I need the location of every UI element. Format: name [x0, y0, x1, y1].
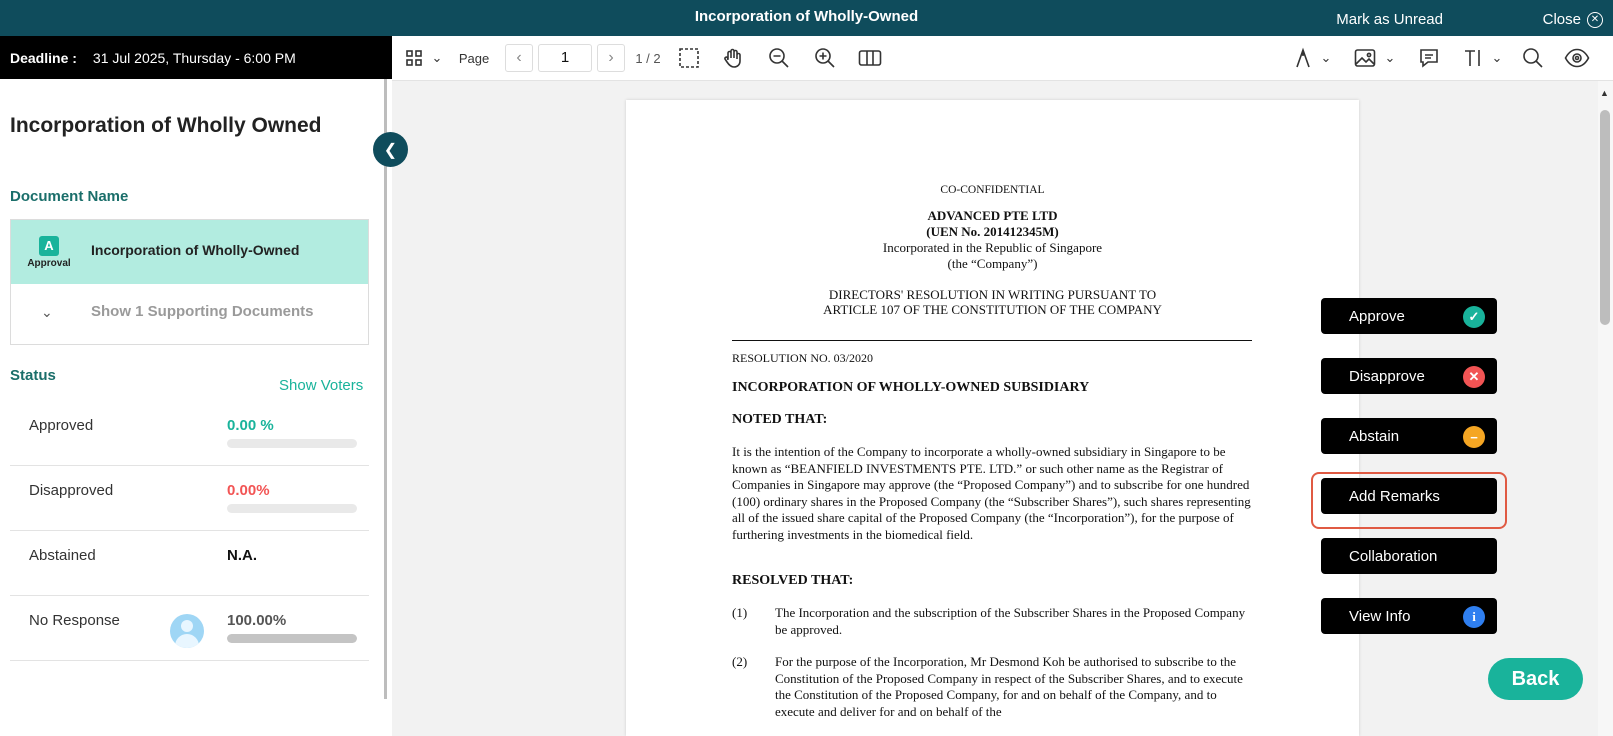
collapse-panel-button[interactable] [373, 132, 408, 167]
marquee-select-icon[interactable] [674, 36, 704, 80]
status-name: Disapproved [29, 482, 114, 499]
supporting-documents-toggle[interactable] [11, 284, 368, 344]
close-button[interactable] [1543, 11, 1603, 28]
status-name: Abstained [29, 547, 96, 564]
company-alias: (the “Company”) [947, 256, 1038, 271]
approval-badge-label: Approval [27, 258, 71, 269]
close-label: Close [1542, 11, 1581, 28]
document-name-label: Document Name [10, 188, 129, 205]
window-title: Incorporation of Wholly-Owned [694, 8, 919, 25]
checkmark-icon: ✓ [1463, 306, 1485, 328]
confidential-label: CO-CONFIDENTIAL [940, 184, 1045, 196]
noted-paragraph: It is the intention of the Company to incorporate a wholly-owned subsidiary in Singapore to be known as “BEANFIELD INVESTMENTS PTE. LTD.” or such other name as the Registrar of Companies in Singapore may approve (the “Proposed Company”) and to subscribe for one hundred (100) ordinary shares in the Proposed Company (the “Subscriber Shares”), such shares representing all of the issued share capital of the Proposed Company (the “Incorporation”), for the purpose of furthering investments in the biomedical field. [732, 444, 1251, 542]
eye-icon[interactable] [1560, 36, 1594, 80]
document-card [10, 219, 369, 345]
back-button[interactable]: Back [1488, 658, 1583, 700]
status-percent: 100.00% [227, 612, 287, 629]
resolved-item-number: (2) [732, 654, 748, 669]
resolved-item-number: (1) [732, 605, 748, 620]
viewer-scrollbar-thumb[interactable] [1600, 110, 1610, 325]
page-label: Page [458, 50, 490, 66]
disapprove-button[interactable] [1321, 358, 1497, 394]
window-header [0, 0, 1613, 36]
supporting-documents-label: Show 1 Supporting Documents [91, 303, 314, 320]
view-info-label: View Info [1349, 607, 1411, 625]
resolved-item-text: The Incorporation and the subscription of the Subscriber Shares in the Proposed Company be approved. [775, 605, 1246, 637]
chevron-down-icon: ⌄ [41, 304, 53, 320]
status-row-disapproved [10, 466, 369, 531]
viewer-toolbar [392, 36, 1613, 81]
zoom-out-icon[interactable] [764, 36, 794, 80]
text-tool-dropdown-icon[interactable]: ⌄ [1491, 50, 1503, 65]
approval-badge [27, 236, 71, 269]
main-document-row[interactable] [11, 220, 368, 284]
prev-page-button[interactable]: ‹ [505, 44, 533, 72]
comment-icon[interactable] [1414, 36, 1444, 80]
thumbnails-icon[interactable] [402, 36, 426, 80]
status-label: Status [10, 367, 56, 384]
page-count: 1 / 2 [635, 50, 661, 66]
heading-divider [732, 340, 1252, 341]
status-percent: N.A. [227, 547, 257, 564]
company-uen: (UEN No. 201412345M) [926, 224, 1059, 239]
view-info-button[interactable] [1321, 598, 1497, 634]
status-row-approved [10, 401, 369, 466]
resolution-number: RESOLUTION NO. 03/2020 [732, 351, 873, 365]
info-icon: i [1463, 606, 1485, 628]
abstain-button[interactable] [1321, 418, 1497, 454]
add-remarks-button[interactable] [1321, 478, 1497, 514]
avatar[interactable] [170, 614, 204, 648]
status-row-no-response [10, 596, 369, 661]
resolved-heading: RESOLVED THAT: [732, 573, 854, 588]
image-dropdown-icon[interactable]: ⌄ [1384, 50, 1396, 65]
close-icon: ✕ [1587, 12, 1603, 28]
mark-as-unread-button[interactable]: Mark as Unread [1336, 11, 1443, 28]
pan-hand-icon[interactable] [718, 36, 748, 80]
status-progress-bar [227, 504, 357, 513]
approve-label: Approve [1349, 307, 1405, 325]
document-page [626, 100, 1359, 736]
status-percent: 0.00% [227, 482, 270, 499]
approval-badge-icon: A [39, 236, 59, 256]
deadline-bar [0, 36, 392, 79]
company-name: ADVANCED PTE LTD [927, 208, 1058, 223]
zoom-in-icon[interactable] [810, 36, 840, 80]
chevron-left-icon: ❮ [383, 141, 398, 159]
disapprove-label: Disapprove [1349, 367, 1425, 385]
status-progress-bar [227, 634, 357, 643]
page-number-input[interactable]: 1 [538, 44, 592, 72]
minus-icon: − [1463, 426, 1485, 448]
text-tool-icon[interactable] [1460, 36, 1486, 80]
status-name: Approved [29, 417, 94, 434]
company-incorporation: Incorporated in the Republic of Singapore [882, 240, 1103, 255]
status-name: No Response [29, 612, 120, 629]
ink-pen-icon[interactable] [1290, 36, 1316, 80]
deadline-value: 31 Jul 2025, Thursday - 6:00 PM [92, 49, 296, 66]
resolution-title: Incorporation of Wholly Owned [10, 114, 322, 137]
resolution-heading-line2: ARTICLE 107 OF THE CONSTITUTION OF THE COMPANY [823, 302, 1162, 317]
page-layout-icon[interactable] [854, 36, 886, 80]
deadline-label: Deadline : [10, 49, 77, 66]
approve-button[interactable] [1321, 298, 1497, 334]
abstain-label: Abstain [1349, 427, 1400, 445]
left-panel-scrollbar[interactable] [384, 79, 387, 699]
show-voters-link[interactable]: Show Voters [279, 377, 364, 394]
thumbnails-dropdown-icon[interactable]: ⌄ [431, 50, 443, 65]
status-percent: 0.00 % [227, 417, 274, 434]
search-icon[interactable] [1518, 36, 1548, 80]
collaboration-label: Collaboration [1349, 547, 1438, 565]
resolved-item-text: For the purpose of the Incorporation, Mr Desmond Koh be authorised to subscribe to the Constitution of the Proposed Company in respect of the Subscriber Shares, and to execute the Constitution of the Proposed Company, for and on behalf of the Company, and to execute and deliver for and on behalf of the [775, 654, 1243, 719]
resolution-heading-line1: DIRECTORS' RESOLUTION IN WRITING PURSUANT TO [828, 287, 1157, 302]
status-row-abstained [10, 531, 369, 596]
scroll-up-icon[interactable]: ▲ [1600, 88, 1609, 98]
left-panel [0, 79, 385, 736]
next-page-button[interactable]: › [597, 44, 625, 72]
status-progress-bar [227, 439, 357, 448]
add-remarks-label: Add Remarks [1349, 487, 1440, 505]
status-progress-fill [227, 634, 357, 643]
collaboration-button[interactable] [1321, 538, 1497, 574]
ink-dropdown-icon[interactable]: ⌄ [1320, 50, 1332, 65]
cross-icon: ✕ [1463, 366, 1485, 388]
document-name: Incorporation of Wholly-Owned [91, 242, 300, 258]
resolution-subject: INCORPORATION OF WHOLLY-OWNED SUBSIDIARY [732, 380, 1090, 395]
noted-heading: NOTED THAT: [732, 412, 828, 427]
image-icon[interactable] [1350, 36, 1380, 80]
